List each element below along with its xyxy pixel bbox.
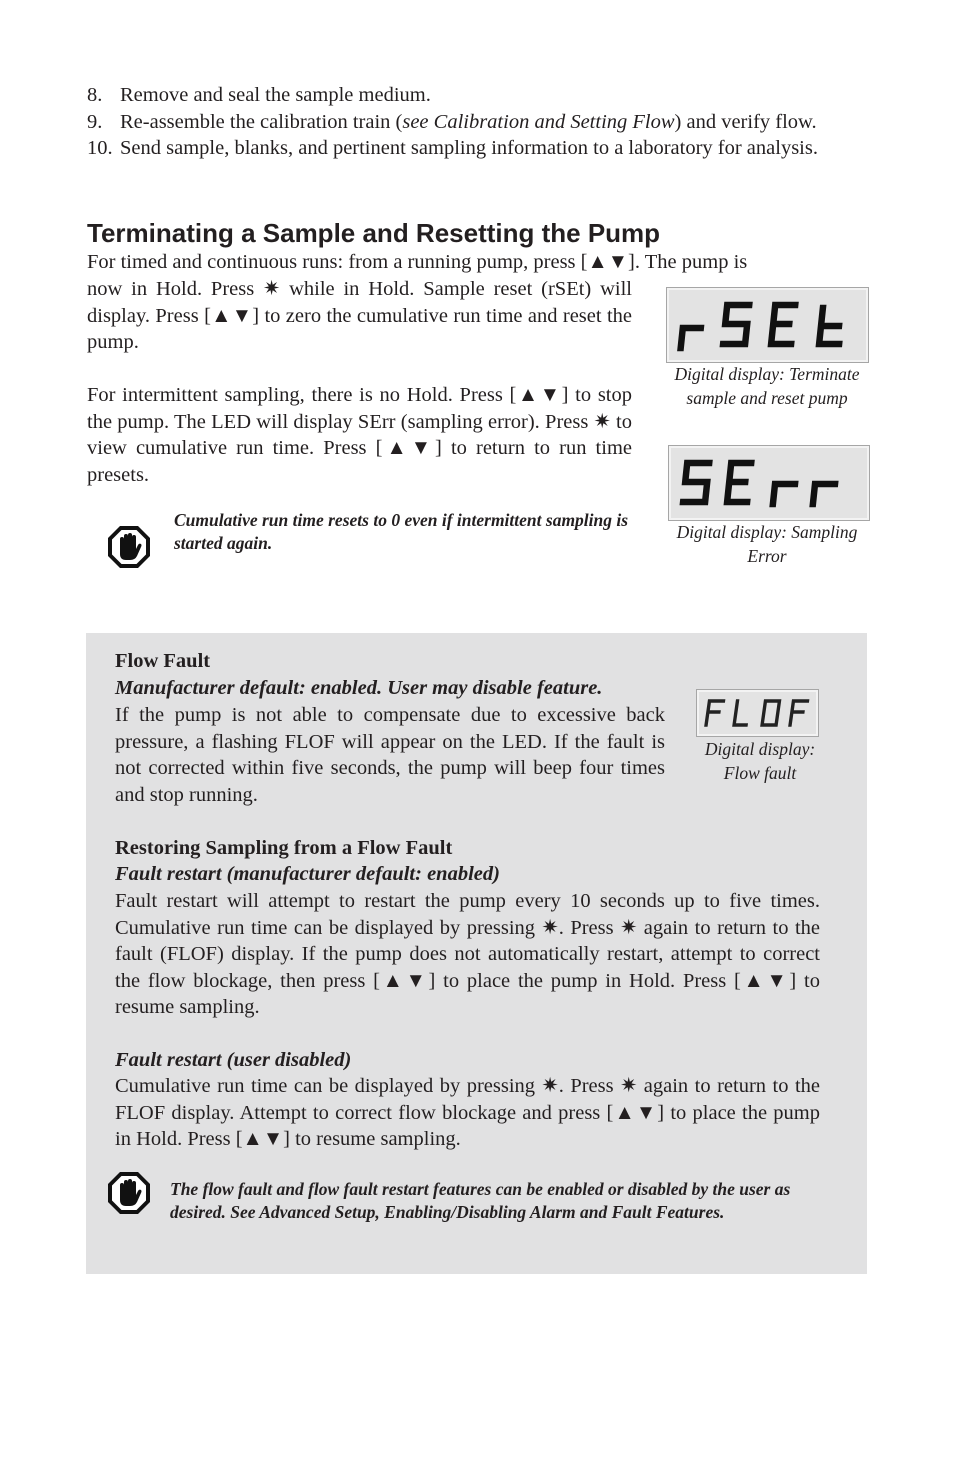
rset-readout <box>667 288 868 362</box>
stop-hand-icon <box>106 524 152 570</box>
rset-caption: Digital display: Terminate sample and reset pump <box>674 364 860 408</box>
section-title: Terminating a Sample and Resetting the Pump <box>87 218 661 248</box>
serr-display <box>668 445 870 521</box>
step-text: Re-assemble the calibration train ( <box>120 110 403 133</box>
caution-note: Cumulative run time resets to 0 even if intermittent sampling is started again. <box>174 510 629 553</box>
flow-fault-title: Flow Fault <box>115 650 211 672</box>
flof-readout <box>697 690 818 736</box>
step-text: Remove and seal the sample medium. <box>120 84 431 106</box>
step-number: 9. <box>87 110 103 133</box>
box-caution-note: The flow fault and flow fault restart features can be enabled or disabled by the user as desired. See Advanced Setup, Enabling/Disabling Alarm and Fault Features. <box>170 1179 791 1222</box>
terminating-paragraph-line1: For timed and continuous runs: from a running pump, press [▲▼]. The pump is <box>87 251 748 273</box>
step-text: ) and verify flow. <box>674 110 817 133</box>
flow-fault-subtitle: Manufacturer default: enabled. User may disable feature. <box>115 677 603 699</box>
steps-list <box>87 82 867 162</box>
terminating-paragraph: now in Hold. Press ✷ while in Hold. Sample reset (rSEt) will display. Press [▲▼] to zero the cumulative run time and reset the pump. <box>87 278 632 353</box>
restoring-title: Restoring Sampling from a Flow Fault <box>115 837 453 859</box>
step-item <box>87 82 867 109</box>
stop-hand-icon <box>106 1170 152 1216</box>
flof-caption: Digital display: Flow fault <box>704 739 816 783</box>
serr-readout <box>669 446 869 520</box>
step-item <box>87 135 867 162</box>
restoring-body: Fault restart will attempt to restart the pump every 10 seconds up to five times. Cumulative run time can be displayed by pressing ✷. Press ✷ again to return to the fault (FLOF) display. If the pump does not automatically restart, attempt to correct the flow blockage, then press [▲▼] to place the pump in Hold. Press [▲▼] to resume sampling. <box>115 890 820 1018</box>
serr-caption: Digital display: Sampling Error <box>676 522 858 566</box>
restoring-subtitle: Fault restart (manufacturer default: enabled) <box>115 863 500 885</box>
disabled-subtitle: Fault restart (user disabled) <box>115 1049 352 1071</box>
intermittent-paragraph: For intermittent sampling, there is no Hold. Press [▲▼] to stop the pump. The LED will display SErr (sampling error). Press ✷ to view cumulative run time. Press [▲▼] to return to run time presets. <box>87 384 632 486</box>
step-text: Send sample, blanks, and pertinent sampling information to a laboratory for analysis. <box>120 137 818 159</box>
step-link-text: see Calibration and Setting Flow <box>402 110 675 133</box>
step-number: 8. <box>87 84 103 106</box>
rset-display <box>666 287 869 363</box>
flof-display <box>696 689 819 737</box>
flow-fault-body: If the pump is not able to compensate due to excessive back pressure, a flashing FLOF will appear on the LED. If the fault is not corrected within five seconds, the pump will beep four times and stop running. <box>115 704 665 806</box>
step-item <box>87 109 867 136</box>
disabled-body: Cumulative run time can be displayed by pressing ✷. Press ✷ again to return to the FLOF display. Attempt to correct flow blockage and press [▲▼] to place the pump in Hold. Press [▲▼] to resume sampling. <box>115 1075 820 1150</box>
step-number: 10. <box>87 137 113 159</box>
